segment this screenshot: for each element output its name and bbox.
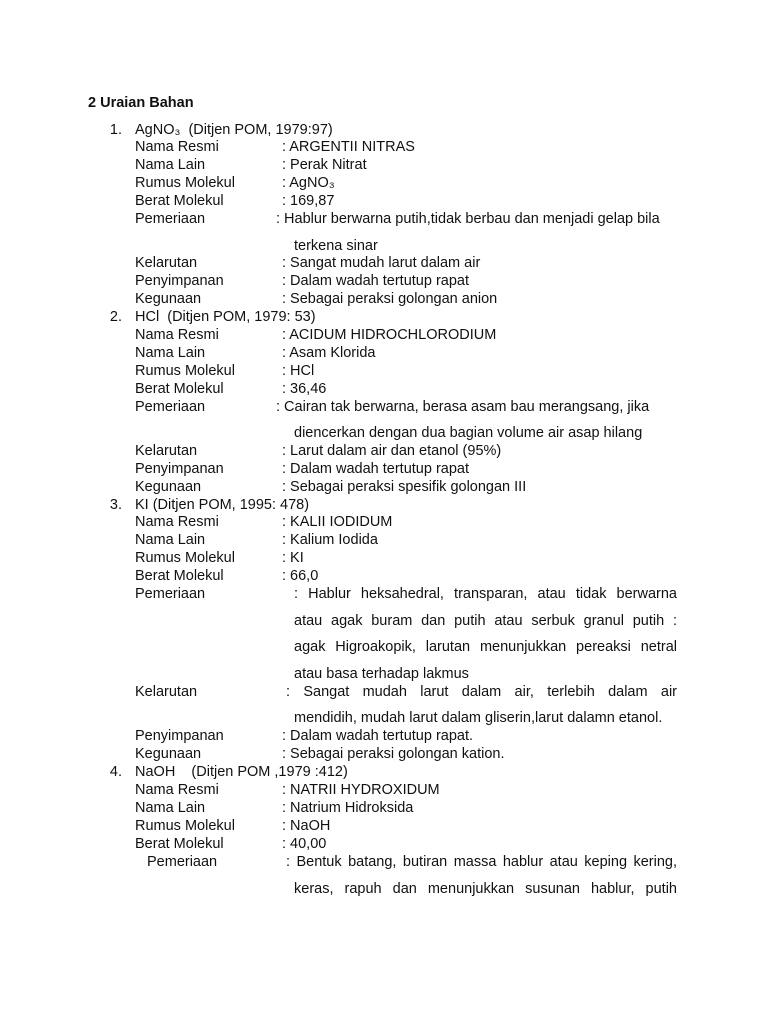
item-number: 2. [109, 309, 122, 325]
item-title [135, 121, 333, 139]
item-title: KI (Ditjen POM, 1995: 478) [135, 497, 310, 513]
label-kelarutan: Kelarutan [135, 443, 198, 459]
label-pemerian: Pemeriaan [135, 211, 206, 227]
value-nama-resmi: : KALII IODIDUM [282, 514, 393, 530]
value-nama-lain: : Natrium Hidroksida [282, 800, 414, 816]
value-pemerian-line: atau basa terhadap lakmus [294, 666, 469, 682]
label-nama-resmi: Nama Resmi [135, 514, 219, 530]
value-pemerian-line: : Bentuk batang, butiran massa hablur atau keping kering, [286, 854, 677, 870]
item-source: (Ditjen POM, 1979: 53) [167, 309, 316, 325]
label-berat: Berat Molekul [135, 568, 224, 584]
value-kegunaan: : Sebagai peraksi spesifik golongan III [282, 479, 527, 495]
label-pemerian: Pemeriaan [147, 854, 218, 870]
label-kelarutan: Kelarutan [135, 255, 198, 271]
value-pemerian-line: diencerkan dengan dua bagian volume air asap hilang [294, 425, 643, 441]
label-berat: Berat Molekul [135, 193, 224, 209]
item-number: 1. [109, 122, 122, 138]
label-nama-resmi: Nama Resmi [135, 139, 219, 155]
value-berat: : 66,0 [282, 568, 319, 584]
value-kelarutan: : Larut dalam air dan etanol (95%) [282, 443, 502, 459]
label-penyimpanan: Penyimpanan [135, 728, 224, 744]
label-nama-lain: Nama Lain [135, 800, 206, 816]
value-kelarutan-line: : Sangat mudah larut dalam air, terlebih dalam air [286, 684, 677, 700]
value-rumus: : KI [282, 550, 304, 566]
label-nama-lain: Nama Lain [135, 532, 206, 548]
label-kegunaan: Kegunaan [135, 479, 202, 495]
value-nama-lain: : Perak Nitrat [282, 157, 367, 173]
section-title: 2 Uraian Bahan [88, 95, 194, 111]
value-penyimpanan: : Dalam wadah tertutup rapat. [282, 728, 474, 744]
item-title [135, 763, 348, 781]
value-penyimpanan: : Dalam wadah tertutup rapat [282, 461, 469, 477]
label-nama-lain: Nama Lain [135, 157, 206, 173]
label-nama-resmi: Nama Resmi [135, 782, 219, 798]
value-pemerian-line: terkena sinar [294, 238, 378, 254]
label-rumus: Rumus Molekul [135, 175, 235, 191]
item-source: (Ditjen POM ,1979 :412) [191, 764, 348, 780]
item-source: (Ditjen POM, 1979:97) [188, 122, 333, 138]
value-penyimpanan: : Dalam wadah tertutup rapat [282, 273, 469, 289]
label-berat: Berat Molekul [135, 836, 224, 852]
label-kegunaan: Kegunaan [135, 291, 202, 307]
value-nama-lain: : Asam Klorida [282, 345, 376, 361]
value-pemerian-line: atau agak buram dan putih atau serbuk granul putih : [294, 613, 677, 629]
label-penyimpanan: Penyimpanan [135, 461, 224, 477]
label-pemerian: Pemeriaan [135, 586, 206, 602]
value-pemerian-line: : Hablur heksahedral, transparan, atau tidak berwarna [294, 586, 677, 602]
label-pemerian: Pemeriaan [135, 399, 206, 415]
value-kegunaan: : Sebagai peraksi golongan anion [282, 291, 498, 307]
value-nama-resmi: : ACIDUM HIDROCHLORODIUM [282, 327, 497, 343]
label-penyimpanan: Penyimpanan [135, 273, 224, 289]
label-nama-resmi: Nama Resmi [135, 327, 219, 343]
label-nama-lain: Nama Lain [135, 345, 206, 361]
label-rumus: Rumus Molekul [135, 818, 235, 834]
label-rumus: Rumus Molekul [135, 550, 235, 566]
value-pemerian-line: : Cairan tak berwarna, berasa asam bau merangsang, jika [276, 399, 650, 415]
item-name: HCl [135, 309, 160, 325]
item-number: 4. [109, 764, 122, 780]
value-kelarutan: : Sangat mudah larut dalam air [282, 255, 481, 271]
item-number: 3. [109, 497, 122, 513]
value-berat: : 40,00 [282, 836, 327, 852]
value-pemerian-line: agak Higroakopik, larutan menunjukkan pereaksi netral [294, 639, 677, 655]
value-rumus: : AgNO₃ [282, 175, 335, 191]
value-kelarutan-line: mendidih, mudah larut dalam gliserin,larut dalamn etanol. [294, 710, 663, 726]
label-kelarutan: Kelarutan [135, 684, 198, 700]
value-berat: : 169,87 [282, 193, 335, 209]
value-nama-resmi: : ARGENTII NITRAS [282, 139, 415, 155]
value-nama-lain: : Kalium Iodida [282, 532, 378, 548]
value-pemerian-line: keras, rapuh dan menunjukkan susunan hablur, putih [294, 881, 677, 897]
value-pemerian-line: : Hablur berwarna putih,tidak berbau dan menjadi gelap bila [276, 211, 660, 227]
item-name: AgNO₃ [135, 122, 181, 138]
label-berat: Berat Molekul [135, 381, 224, 397]
item-title [135, 308, 316, 326]
value-kegunaan: : Sebagai peraksi golongan kation. [282, 746, 505, 762]
value-rumus: : NaOH [282, 818, 331, 834]
value-rumus: : HCl [282, 363, 315, 379]
label-kegunaan: Kegunaan [135, 746, 202, 762]
value-nama-resmi: : NATRII HYDROXIDUM [282, 782, 440, 798]
item-name: NaOH [135, 764, 176, 780]
value-berat: : 36,46 [282, 381, 327, 397]
label-rumus: Rumus Molekul [135, 363, 235, 379]
